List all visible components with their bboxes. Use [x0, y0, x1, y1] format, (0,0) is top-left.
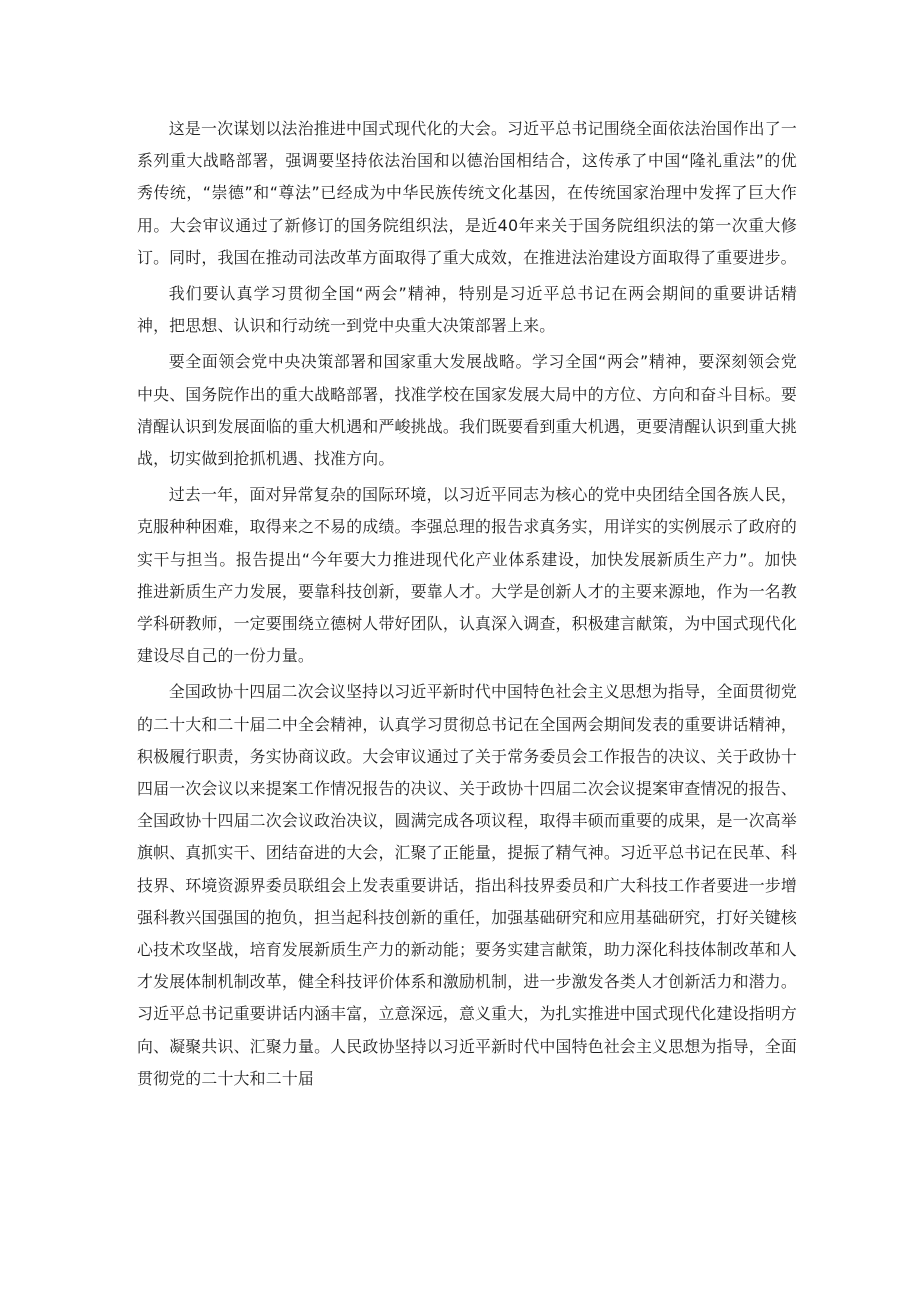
paragraph-3: 要全面领会党中央决策部署和国家重大发展战略。学习全国“两会”精神，要深刻领会党中央、国务院作出的重大战略部署，找准学校在国家发展大局中的方位、方向和奋斗目标。要清醒认识到发展面临的重大机遇和严峻挑战。我们既要看到重大机遇，更要清醒认识到重大挑战，切实做到抢抓机遇、找准方向。 — [137, 352, 797, 469]
paragraph-1: 这是一次谋划以法治推进中国式现代化的大会。习近平总书记围绕全面依法治国作出了一系列重大战略部署，强调要坚持依法治国和以德治国相结合，这传承了中国“隆礼重法”的优秀传统，“崇德”和“尊法”已经成为中华民族传统文化基因，在传统国家治理中发挥了巨大作用。大会审议通过了新修订的国务院组织法，是近40年来关于国务院组织法的第一次重大修订。同时，我国在推动司法改革方面取得了重大成效，在推进法治建设方面取得了重要进步。 — [137, 119, 797, 267]
paragraph-5: 全国政协十四届二次会议坚持以习近平新时代中国特色社会主义思想为指导，全面贯彻党的二十大和二十届二中全会精神，认真学习贯彻总书记在全国两会期间发表的重要讲话精神，积极履行职责，务实协商议政。大会审议通过了关于常务委员会工作报告的决议、关于政协十四届一次会议以来提案工作情况报告的决议、关于政协十四届二次会议提案审查情况的报告、全国政协十四届二次会议政治决议，圆满完成各项议程，取得丰硕而重要的成果，是一次高举旗帜、真抓实干、团结奋进的大会，汇聚了正能量，提振了精气神。习近平总书记在民革、科技界、环境资源界委员联组会上发表重要讲话，指出科技界委员和广大科技工作者要进一步增强科教兴国强国的抱负，担当起科技创新的重任，加强基础研究和应用基础研究，打好关键核心技术攻坚战，培育发展新质生产力的新动能；要务实建言献策，助力深化科技体制改革和人才发展体制机制改革，健全科技评价体系和激励机制，进一步激发各类人才创新活力和潜力。习近平总书记重要讲话内涵丰富，立意深远，意义重大，为扎实推进中国式现代化建设指明方向、凝聚共识、汇聚力量。人民政协坚持以习近平新时代中国特色社会主义思想为指导，全面贯彻党的二十大和二十届 — [137, 682, 797, 1088]
paragraph-4: 过去一年，面对异常复杂的国际环境，以习近平同志为核心的党中央团结全国各族人民，克服种种困难，取得来之不易的成绩。李强总理的报告求真务实，用详实的实例展示了政府的实干与担当。报告提出“今年要大力推进现代化产业体系建设，加快发展新质生产力”。加快推进新质生产力发展，要靠科技创新，要靠人才。大学是创新人才的主要来源地，作为一名教学科研教师，一定要围绕立德树人带好团队，认真深入调查，积极建言献策，为中国式现代化建设尽自己的一份力量。 — [137, 485, 797, 666]
document-body — [137, 113, 797, 1095]
paragraph-2: 我们要认真学习贯彻全国“两会”精神，特别是习近平总书记在两会期间的重要讲话精神，把思想、认识和行动统一到党中央重大决策部署上来。 — [137, 284, 797, 336]
